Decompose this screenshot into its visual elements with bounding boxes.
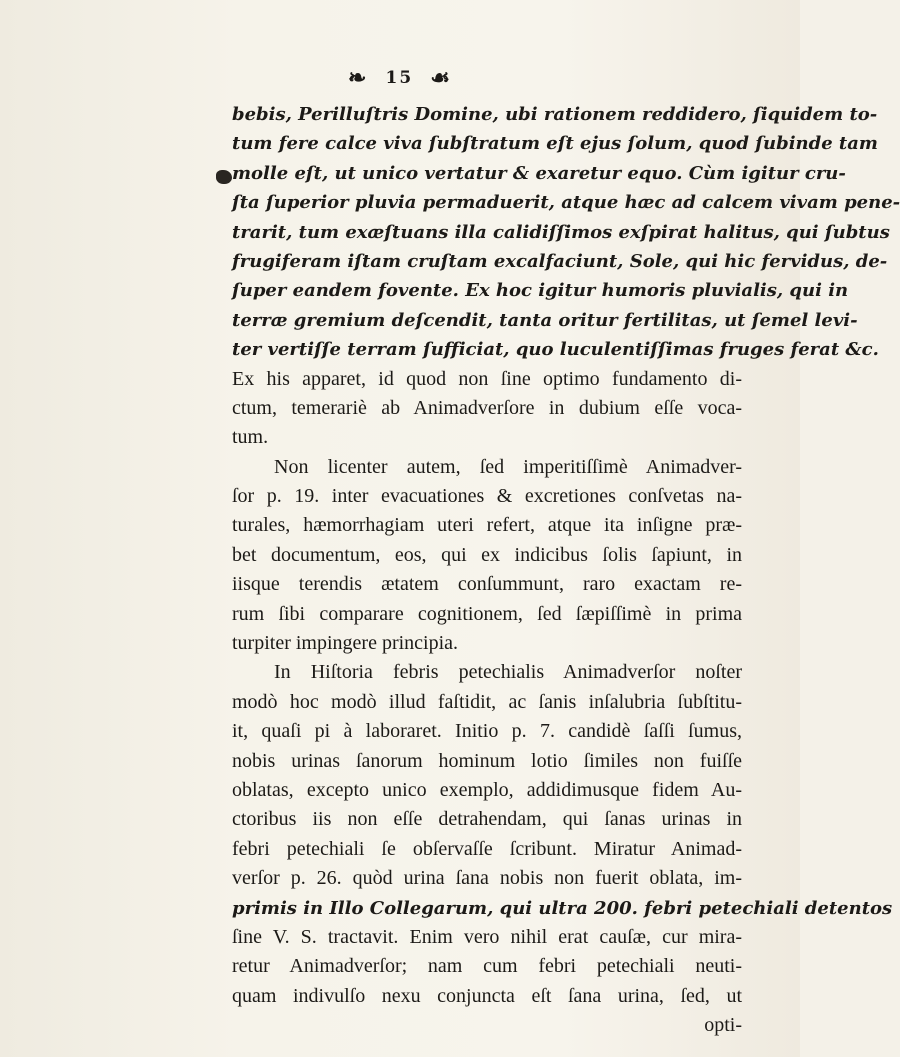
text-line: iisque terendis ætatem conſummunt, raro exactam re- (232, 573, 742, 596)
text-line: terræ gremium deſcendit, tanta oritur fertilitas, ut ſemel levi- (232, 309, 858, 331)
body-text (232, 100, 900, 1041)
left-ornament-icon: ❧ (348, 65, 369, 91)
text-line: turpiter impingere principia. (232, 632, 459, 655)
text-line: tum fere calce viva ſubſtratum eſt ejus ſolum, quod ſubinde tam (232, 133, 878, 155)
text-line: ſine V. S. tractavit. Enim vero nihil erat cauſæ, cur mira- (232, 925, 742, 948)
text-line: rum ſibi comparare cognitionem, ſed ſæpiſſimè in prima (232, 602, 742, 625)
text-line: it, quaſi pi à laboraret. Initio p. 7. candidè ſaſſi ſumus, (232, 720, 742, 743)
text-line: ctum, temerariè ab Animadverſore in dubium eſſe voca- (232, 396, 742, 419)
text-line: turales, hæmorrhagiam uteri refert, atque ita inſigne præ- (232, 514, 742, 537)
text-line: bebis, Perilluſtris Domine, ubi rationem reddidero, ſiquidem to- (232, 104, 878, 125)
text-line: febri petechiali ſe obſervaſſe ſcribunt. Miratur Animad- (232, 837, 742, 860)
text-line: ſuper eandem fovente. Ex hoc igitur humoris pluvialis, qui in (232, 280, 849, 302)
text-line: tum. (232, 426, 269, 449)
text-line: verſor p. 26. quòd urina ſana nobis non fuerit oblata, im- (232, 867, 742, 890)
text-line: retur Animadverſor; nam cum febri petechiali neuti- (232, 955, 742, 978)
right-ornament-icon: ☙ (430, 65, 452, 91)
text-line: nobis urinas ſanorum hominum lotio ſimiles non fuiſſe (232, 749, 742, 772)
text-line: bet documentum, eos, qui ex indicibus ſolis ſapiunt, in (232, 543, 742, 566)
text-line: In Hiſtoria febris petechialis Animadverſor noſter (274, 661, 742, 684)
text-line: modò hoc modò illud faſtidit, ac ſanis inſalubria ſubſtitu- (232, 690, 742, 713)
text-line: quam indivulſo nexu conjuncta eſt ſana urina, ſed, ut (232, 984, 742, 1007)
page-header (0, 62, 800, 92)
text-line: Ex his apparet, id quod non ſine optimo fundamento di- (232, 367, 742, 390)
text-line: ter vertiſſe terram ſufficiat, quo luculentiſſimas fruges ferat &c. (232, 339, 879, 361)
page-number: 15 (385, 68, 414, 88)
text-line: ctoribus iis non eſſe detrahendam, qui ſanas urinas in (232, 808, 742, 831)
text-line: oblatas, excepto unico exemplo, addidimusque fidem Au- (232, 778, 742, 801)
text-line: ſta ſuperior pluvia permaduerit, atque hæc ad calcem vivam pene- (232, 192, 900, 214)
text-line: ſor p. 19. inter evacuationes & excretiones conſvetas na- (232, 485, 742, 508)
text-line: trarit, tum exæſtuans illa calidiſſimos exſpirat halitus, qui ſubtus (232, 221, 890, 243)
text-line: molle eſt, ut unico vertatur & exaretur equo. Cùm igitur cru- (232, 162, 846, 184)
text-line: primis in Illo Collegarum, qui ultra 200. febri petechiali detentos (232, 897, 893, 919)
ink-blot-icon (216, 170, 232, 184)
text-line: opti- (704, 1014, 742, 1037)
text-line: frugiferam iſtam cruſtam excalfaciunt, Sole, qui hic fervidus, de- (232, 250, 888, 272)
text-line: Non licenter autem, ſed imperitiſſimè Animadver- (274, 455, 742, 478)
